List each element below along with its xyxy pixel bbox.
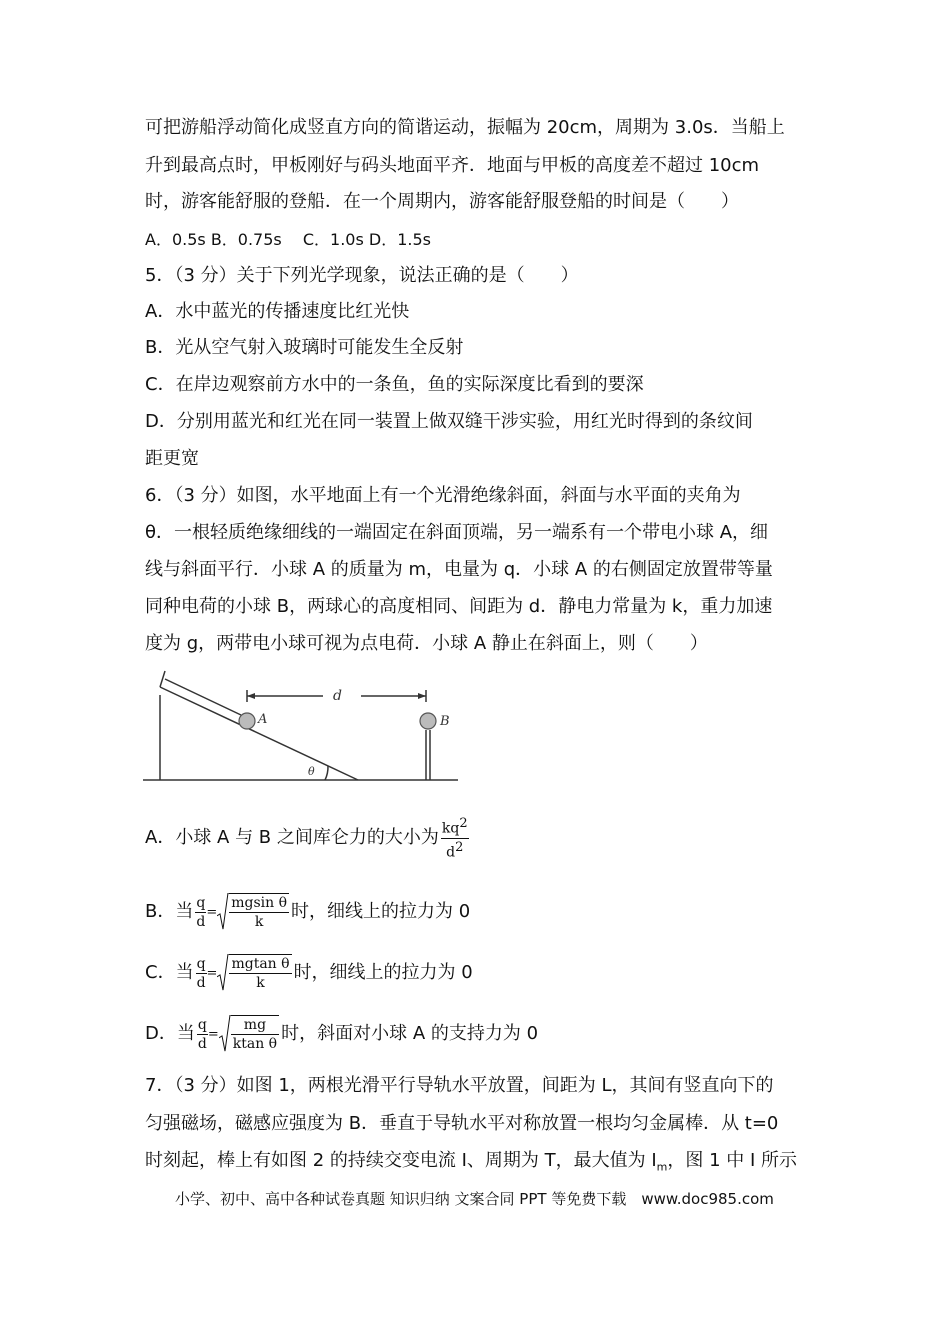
q5-option-c: C．在岸边观察前方水中的一条鱼，鱼的实际深度比看到的要深 [145, 374, 644, 395]
q5-option-b: B．光从空气射入玻璃时可能发生全反射 [145, 337, 464, 358]
q6-option-a-text: A．小球 A 与 B 之间库仑力的大小为 [145, 827, 439, 849]
incline-figure [143, 665, 463, 787]
q5-stem: 5．（3 分）关于下列光学现象，说法正确的是（ ） [145, 265, 579, 286]
label-a: A [258, 712, 268, 727]
q5-option-d-line-2: 距更宽 [145, 448, 199, 469]
q6-option-c-formula: $\frac{q}{d}$ = $\frac{\text{mgtan θ}}{k}$ [196, 955, 290, 991]
q4-line-1: 可把游船浮动简化成竖直方向的简谐运动，振幅为 20cm，周期为 3.0s．当船上 [145, 117, 785, 138]
q6-option-b-formula: $\frac{q}{d}$ = $\frac{\text{mgsin θ}}{k}$ [196, 894, 288, 930]
ball-a [239, 713, 255, 729]
q6-option-d [145, 1015, 538, 1053]
q6-line-2: θ．一根轻质绝缘细线的一端固定在斜面顶端，另一端系有一个带电小球 A，细 [145, 522, 769, 543]
q6-option-c-pre: C．当 [145, 962, 194, 983]
q4-line-2: 升到最高点时，甲板刚好与码头地面平齐．地面与甲板的高度差不超过 10cm [145, 155, 760, 176]
q6-option-a [145, 815, 471, 861]
q6-option-b-post: 时，细线上的拉力为 0 [291, 901, 471, 922]
label-theta: θ [308, 765, 315, 778]
q6-option-d-formula: $\frac{q}{d}$ = $\frac{mg}{\text{ktan θ}}$ [197, 1016, 278, 1052]
q4-options: A．0.5s B．0.75s C．1.0s D．1.5s [145, 230, 431, 249]
q6-option-c-post: 时，细线上的拉力为 0 [293, 962, 473, 983]
q7-line-2: 匀强磁场，磁感应强度为 B．垂直于导轨水平对称放置一根均匀金属棒．从 t=0 [145, 1113, 779, 1134]
q6-option-b-pre: B．当 [145, 901, 194, 922]
q7-line-1: 7．（3 分）如图 1，两根光滑平行导轨水平放置，间距为 L，其间有竖直向下的 [145, 1075, 774, 1096]
string [165, 679, 241, 715]
q5-option-a: A．水中蓝光的传播速度比红光快 [145, 301, 410, 322]
q6-option-d-pre: D．当 [145, 1023, 195, 1044]
q4-line-3: 时，游客能舒服的登船．在一个周期内，游客能舒服登船的时间是（ ） [145, 191, 739, 212]
theta-arc [325, 766, 328, 780]
label-d: d [333, 688, 342, 704]
label-b: B [440, 714, 450, 729]
q6-option-a-formula: $\frac{kq^2}{d^2}$ [441, 816, 468, 861]
q6-line-5: 度为 g，两带电小球可视为点电荷．小球 A 静止在斜面上，则（ ） [145, 633, 708, 654]
q6-line-1: 6．（3 分）如图，水平地面上有一个光滑绝缘斜面，斜面与水平面的夹角为 [145, 485, 741, 506]
q6-option-c [145, 954, 473, 992]
ball-b [420, 713, 436, 729]
q6-option-d-post: 时，斜面对小球 A 的支持力为 0 [281, 1023, 539, 1044]
q6-line-3: 线与斜面平行．小球 A 的质量为 m，电量为 q．小球 A 的右侧固定放置带等量 [145, 559, 773, 580]
q6-option-b [145, 893, 470, 931]
q7-line-3: 时刻起，棒上有如图 2 的持续交变电流 I、周期为 T，最大值为 $I_m$，图 1 中 I 所示 [145, 1150, 798, 1174]
q6-line-4: 同种电荷的小球 B，两球心的高度相同、间距为 d．静电力常量为 k，重力加速 [145, 596, 773, 617]
q5-option-d-line-1: D．分别用蓝光和红光在同一装置上做双缝干涉实验，用红光时得到的条纹间 [145, 411, 753, 432]
page-footer: 小学、初中、高中各种试卷真题 知识归纳 文案合同 PPT 等免费下载 www.doc985.com [175, 1190, 774, 1208]
